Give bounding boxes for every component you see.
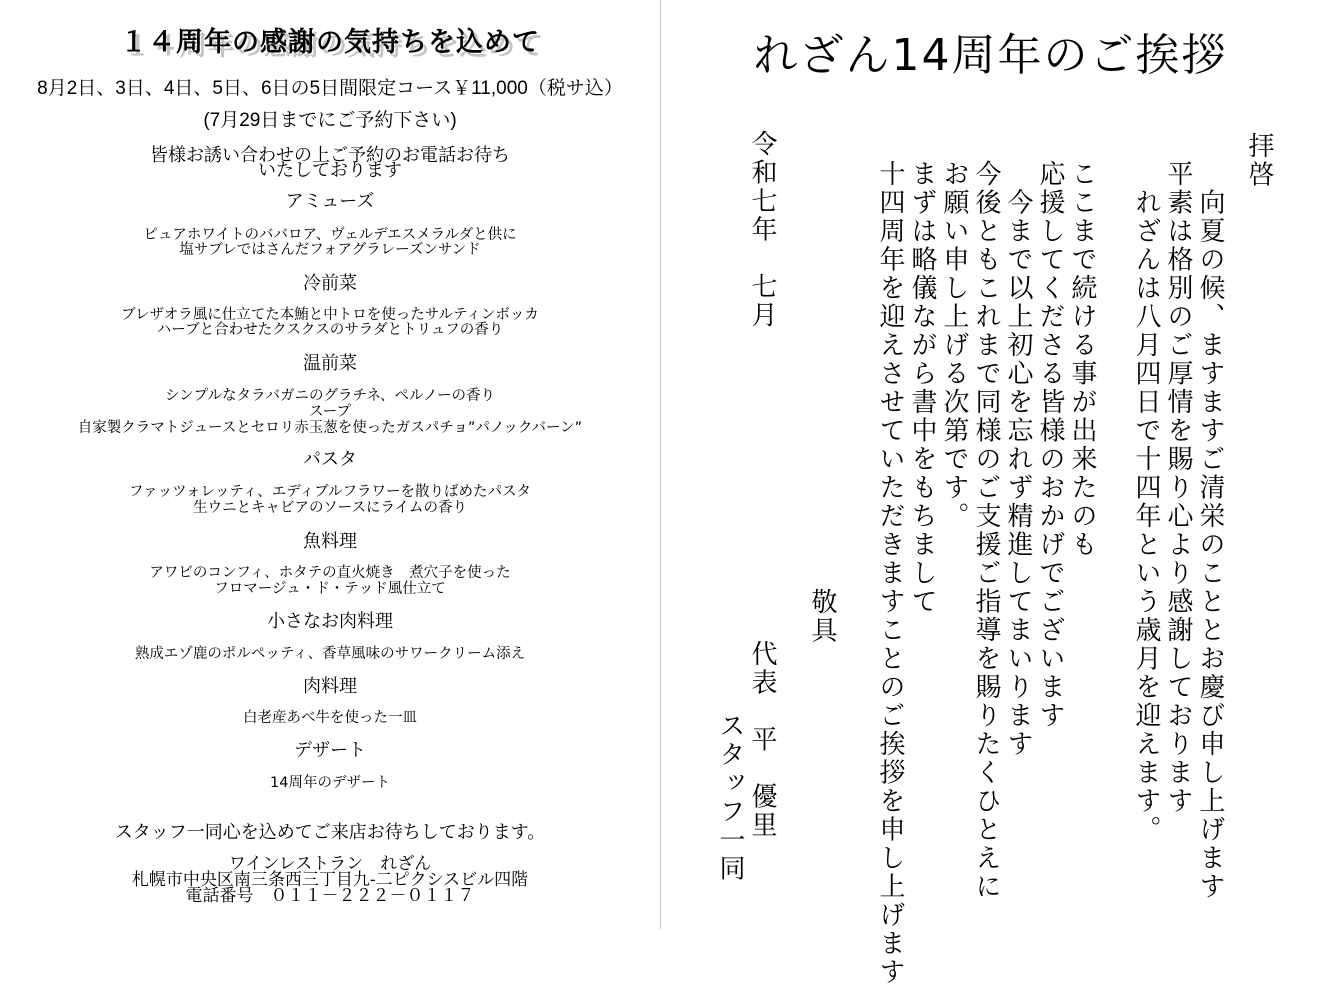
menu-dates: 8月2日、3日、4日、5日、6日の5日間限定コース￥11,000（税サ込） xyxy=(37,78,623,99)
menu-page xyxy=(0,0,660,929)
letter-date: 令和七年 七月 xyxy=(747,130,777,330)
course-dish-line: ファッツォレッティ、エディブルフラワーを散りばめたパスタ xyxy=(128,484,532,500)
menu-deadline: (7月29日までにご予約下さい) xyxy=(203,110,457,131)
course-dish-line: 熟成エゾ鹿のポルペッティ、香草風味のサワークリーム添え xyxy=(134,646,526,662)
course-dish-line: 白老産あべ牛を使った一皿 xyxy=(243,710,417,726)
course-dish-line: 生ウニとキャビアのソースにライムの香り xyxy=(192,500,468,516)
letter-column: 十四周年を迎えさせていただきますことのご挨拶を申し上げます xyxy=(875,160,905,987)
course-dish-line: ハーブと合わせたクスクスのサラダとトリュフの香り xyxy=(156,322,504,338)
letter-column: 拝啓 xyxy=(1244,132,1274,189)
letter-column: 平素は格別のご厚情を賜り心より感謝しております xyxy=(1163,160,1193,816)
letter-page xyxy=(661,0,1320,987)
course-heading: 肉料理 xyxy=(303,676,357,697)
restaurant-name: ワインレストラン れざん xyxy=(228,854,432,874)
letter-column: れざんは八月四日で十四年という歳月を迎えます。 xyxy=(1131,160,1161,844)
course-dish-line: ブレザオラ風に仕立てた本鮪と中トロを使ったサルティンボッカ xyxy=(121,307,539,323)
letter-column: 今後ともこれまで同様のご支援ご指導を賜りたくひとえに xyxy=(971,160,1001,901)
restaurant-address: 札幌市中央区南三条西三丁目九-二ピクシスビル四階 xyxy=(131,870,529,890)
menu-invite-line1: 皆様お誘い合わせの上ご予約のお電話お待ち xyxy=(150,145,510,166)
course-dish-line: スープ xyxy=(308,404,352,420)
letter-column: ここまで続ける事が出来たのも xyxy=(1067,160,1097,559)
course-heading: デザート xyxy=(294,740,366,761)
letter-column: 今まで以上初心を忘れず精進してまいります xyxy=(1003,160,1033,759)
course-heading: パスタ xyxy=(303,449,357,470)
letter-column: まずは略儀ながら書中をもちまして xyxy=(907,160,937,616)
course-dish-line: フロマージュ・ド・テッド風仕立て xyxy=(214,581,446,597)
course-dish-line: 塩サブレではさんだフォアグラレーズンサンド xyxy=(179,242,481,258)
course-dish-line: シンプルなタラバガニのグラチネ、ペルノーの香り xyxy=(164,388,496,404)
course-heading: 温前菜 xyxy=(303,353,357,374)
course-heading: アミューズ xyxy=(285,191,375,212)
course-heading: 冷前菜 xyxy=(303,273,357,294)
restaurant-phone: 電話番号 ０１１－２２２－０１１７ xyxy=(185,886,475,906)
menu-invite-line2: いたしております xyxy=(258,160,402,181)
course-dish-line: 14周年のデザート xyxy=(270,775,390,791)
letter-closing: 敬具 xyxy=(807,588,837,645)
signature-staff: スタッフ一同 xyxy=(715,712,745,883)
letter-title: れざん14周年のご挨拶 xyxy=(753,30,1228,81)
course-dish-line: アワビのコンフィ、ホタテの直火焼き 煮穴子を使った xyxy=(149,565,511,581)
course-dish-line: 自家製クラマトジュースとセロリ赤玉葱を使ったガスパチョ”パノックバーン” xyxy=(77,420,583,436)
letter-column: お願い申し上げる次第です。 xyxy=(939,160,969,531)
letter-column: 向夏の候、ますますご清栄のこととお慶び申し上げます xyxy=(1195,160,1225,901)
course-dish-line: ピュアホワイトのババロア、ヴェルデエスメラルダと供に xyxy=(143,227,517,243)
course-heading: 小さなお肉料理 xyxy=(267,611,393,632)
menu-closing: スタッフ一同心を込めてご来店お待ちしております。 xyxy=(114,822,546,843)
letter-column: 応援してくださる皆様のおかげでございます xyxy=(1035,160,1065,730)
signature-representative: 代表 平 優里 xyxy=(747,640,777,840)
course-heading: 魚料理 xyxy=(303,531,357,552)
menu-title: １４周年の感謝の気持ちを込めて xyxy=(120,27,540,58)
